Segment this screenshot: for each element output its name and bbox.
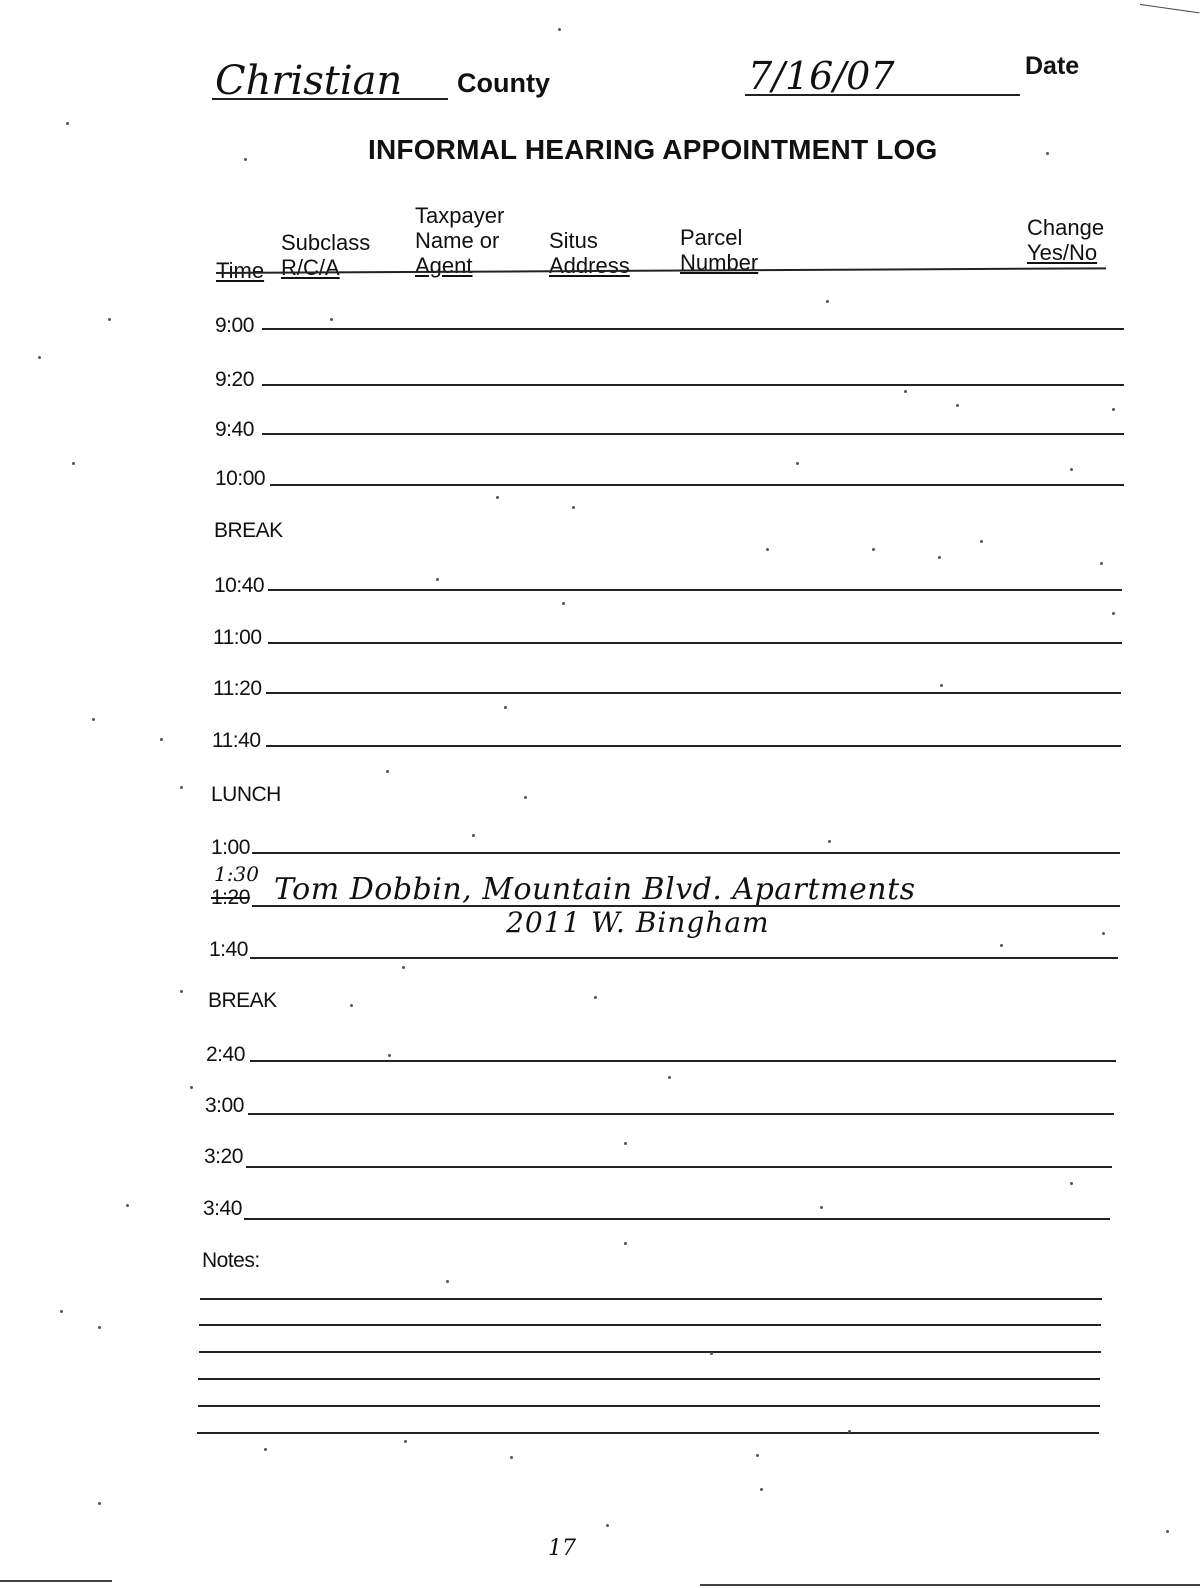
scan-speck xyxy=(940,684,943,687)
scan-speck xyxy=(624,1142,627,1145)
time-slot-line xyxy=(266,745,1121,747)
notes-line xyxy=(198,1405,1100,1407)
page-mark: 17 xyxy=(548,1536,576,1561)
time-slot: 2:40 xyxy=(206,1043,245,1066)
scan-speck xyxy=(388,1054,391,1057)
scan-speck xyxy=(330,318,333,321)
scan-speck xyxy=(980,540,983,543)
scan-speck xyxy=(98,1326,101,1329)
time-slot-line xyxy=(262,433,1124,435)
scan-speck xyxy=(1112,408,1115,411)
notes-line xyxy=(199,1324,1101,1326)
scan-speck xyxy=(350,1004,353,1007)
time-slot-line xyxy=(268,642,1122,644)
scan-speck xyxy=(436,578,439,581)
time-slot: 10:40 xyxy=(214,574,265,597)
scan-speck xyxy=(108,318,111,321)
scan-speck xyxy=(760,1488,763,1491)
scan-speck xyxy=(402,966,405,969)
col-subclass-line2: R/C/A xyxy=(281,255,340,280)
scan-speck xyxy=(1100,562,1103,565)
county-underline xyxy=(212,98,448,100)
col-change-line1: Change xyxy=(1027,215,1105,240)
scan-speck xyxy=(446,1280,449,1283)
scan-speck xyxy=(1070,468,1073,471)
scan-speck xyxy=(66,122,69,125)
col-change-line2: Yes/No xyxy=(1027,240,1098,265)
scan-speck xyxy=(190,1086,193,1089)
time-slot: 9:40 xyxy=(215,418,254,441)
scan-speck xyxy=(160,738,163,741)
scan-speck xyxy=(386,770,389,773)
break-label: BREAK xyxy=(208,989,277,1012)
scan-speck xyxy=(756,1454,759,1457)
county-value: Christian xyxy=(215,58,403,104)
col-parcel xyxy=(680,225,758,275)
time-slot-struck: 1:20 xyxy=(211,886,250,909)
scan-speck xyxy=(1046,152,1049,155)
scan-speck xyxy=(1070,1182,1073,1185)
time-slot: 3:00 xyxy=(205,1094,244,1117)
scan-speck xyxy=(180,786,183,789)
scan-speck xyxy=(244,158,247,161)
col-situs-line1: Situs xyxy=(549,228,598,253)
time-slot-line xyxy=(244,1218,1110,1220)
scan-speck xyxy=(606,1524,609,1527)
scan-speck xyxy=(828,840,831,843)
scan-speck xyxy=(848,1430,851,1433)
scan-speck xyxy=(956,404,959,407)
notes-line xyxy=(198,1378,1100,1380)
time-slot: 3:40 xyxy=(203,1197,242,1220)
date-underline xyxy=(745,94,1020,96)
time-slot-line xyxy=(246,1166,1112,1168)
notes-label: Notes: xyxy=(202,1249,260,1272)
time-slot: 10:00 xyxy=(215,467,266,490)
time-slot: 9:20 xyxy=(215,368,254,391)
notes-line xyxy=(199,1351,1101,1353)
time-slot: 9:00 xyxy=(215,314,254,337)
time-slot: 11:00 xyxy=(213,626,262,649)
time-slot-line xyxy=(250,957,1118,959)
appointment-entry-name: Tom Dobbin, Mountain Blvd. Apartments xyxy=(274,872,916,907)
county-label: County xyxy=(457,68,550,98)
col-taxpayer-line2: Name or xyxy=(415,228,500,253)
scan-speck xyxy=(572,506,575,509)
page-title: INFORMAL HEARING APPOINTMENT LOG xyxy=(368,134,938,165)
scan-speck xyxy=(1102,932,1105,935)
time-slot-line xyxy=(268,589,1122,591)
scan-speck xyxy=(1166,1530,1169,1533)
scan-speck xyxy=(72,462,75,465)
date-value: 7/16/07 xyxy=(748,54,895,98)
notes-line xyxy=(197,1432,1099,1434)
scan-edge-mark xyxy=(0,1580,112,1582)
scan-speck xyxy=(1000,944,1003,947)
scan-speck xyxy=(92,718,95,721)
scan-speck xyxy=(872,548,875,551)
col-parcel-line2: Number xyxy=(680,250,759,275)
scan-speck xyxy=(594,996,597,999)
time-slot: 11:20 xyxy=(213,677,262,700)
col-taxpayer-line1: Taxpayer xyxy=(415,203,505,228)
time-slot-line xyxy=(270,484,1124,486)
time-slot-line xyxy=(250,1060,1116,1062)
col-taxpayer xyxy=(415,203,504,278)
scan-speck xyxy=(98,1502,101,1505)
scan-speck xyxy=(668,1076,671,1079)
scan-speck xyxy=(826,300,829,303)
col-taxpayer-line3: Agent xyxy=(415,253,473,278)
col-subclass-line1: Subclass xyxy=(281,230,371,255)
scan-speck xyxy=(710,1352,713,1355)
scan-speck xyxy=(624,1242,627,1245)
col-situs-line2: Address xyxy=(549,253,630,278)
time-slot-correction: 1:30 xyxy=(214,862,259,886)
scan-speck xyxy=(180,990,183,993)
col-time-label: Time xyxy=(216,258,265,283)
scan-speck xyxy=(264,1448,267,1451)
scan-edge-mark xyxy=(700,1584,1200,1586)
time-slot: 3:20 xyxy=(204,1145,243,1168)
col-parcel-line1: Parcel xyxy=(680,225,743,250)
col-time xyxy=(216,258,264,283)
scan-speck xyxy=(404,1440,407,1443)
time-slot-line xyxy=(262,384,1124,386)
appointment-entry-address: 2011 W. Bingham xyxy=(506,906,770,939)
scan-speck xyxy=(766,548,769,551)
lunch-label: LUNCH xyxy=(211,783,281,806)
scan-speck xyxy=(38,356,41,359)
notes-line xyxy=(200,1298,1102,1300)
col-change xyxy=(1027,215,1104,265)
time-slot-line xyxy=(248,1113,1114,1115)
scan-speck xyxy=(60,1310,63,1313)
scan-speck xyxy=(524,796,527,799)
break-label: BREAK xyxy=(214,519,283,542)
scan-speck xyxy=(1112,612,1115,615)
scan-speck xyxy=(504,706,507,709)
time-slot-line xyxy=(262,328,1124,330)
scan-speck xyxy=(820,1206,823,1209)
scan-speck xyxy=(562,602,565,605)
time-slot: 11:40 xyxy=(212,729,261,752)
time-slot: 1:00 xyxy=(211,836,250,859)
scan-speck xyxy=(904,390,907,393)
scan-speck xyxy=(472,834,475,837)
scan-speck xyxy=(126,1204,129,1207)
scan-speck xyxy=(496,496,499,499)
scan-edge-mark xyxy=(1140,4,1200,13)
date-label: Date xyxy=(1025,52,1080,80)
scan-speck xyxy=(558,28,561,31)
time-slot: 1:40 xyxy=(209,938,248,961)
time-slot-line xyxy=(266,692,1121,694)
time-slot-line xyxy=(252,852,1120,854)
scan-speck xyxy=(938,556,941,559)
scan-speck xyxy=(796,462,799,465)
scan-speck xyxy=(510,1456,513,1459)
